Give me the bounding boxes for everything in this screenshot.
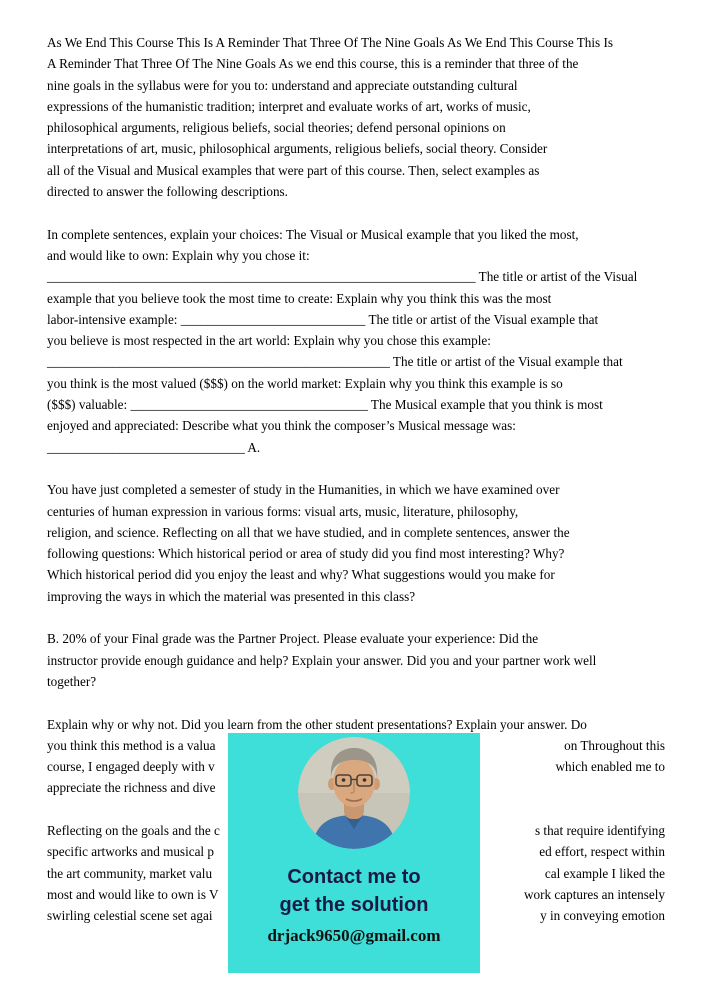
text-line: You have just completed a semester of study in the Humanities, in which we have examined over	[47, 482, 560, 498]
contact-cta	[280, 863, 429, 919]
tutor-photo-icon	[298, 737, 410, 849]
text-fragment-right: cal example I liked the	[544, 865, 665, 881]
text-line: A Reminder That Three Of The Nine Goals As we end this course, this is a reminder that three of the	[47, 56, 579, 72]
text-fragment-right: ed effort, respect within	[539, 844, 665, 860]
text-line: you think is the most valued ($$$) on the world market: Explain why you think this example is so	[47, 375, 563, 391]
contact-cta-line2: get the solution	[279, 894, 429, 916]
paragraph	[47, 32, 665, 202]
paragraph	[47, 224, 665, 458]
text-line: together?	[47, 673, 97, 689]
text-fragment-right: y in conveying emotion	[540, 908, 665, 924]
text-fragment-right: work captures an intensely	[524, 886, 665, 902]
paragraph	[47, 479, 665, 607]
text-line: example that you believe took the most time to create: Explain why you think this was the most	[47, 290, 552, 306]
text-line: improving the ways in which the material was presented in this class?	[47, 588, 416, 604]
text-line: and would like to own: Explain why you chose it:	[47, 247, 310, 263]
text-fragment-left: swirling celestial scene set agai	[47, 908, 213, 924]
text-fragment-left: the art community, market valu	[47, 865, 213, 881]
text-fragment-left: you think this method is a valua	[47, 737, 216, 753]
text-line: religion, and science. Reflecting on all that we have studied, and in complete sentences, answer the	[47, 524, 570, 540]
text-line: all of the Visual and Musical examples that were part of this course. Then, select examples as	[47, 162, 540, 178]
text-fragment-left: course, I engaged deeply with v	[47, 759, 215, 775]
text-fragment-left: specific artworks and musical p	[47, 844, 214, 860]
text-line: enjoyed and appreciated: Describe what you think the composer’s Musical message was:	[47, 418, 516, 434]
text-line: As We End This Course This Is A Reminder That Three Of The Nine Goals As We End This Course This Is	[47, 35, 613, 50]
text-line: directed to answer the following descriptions.	[47, 184, 288, 200]
text-line: B. 20% of your Final grade was the Partner Project. Please evaluate your experience: Did the	[47, 631, 539, 647]
paragraph	[47, 628, 665, 692]
text-fragment-right: on Throughout this	[564, 737, 665, 753]
text-line: ______________________________ A.	[47, 439, 261, 455]
text-fragment-left: most and would like to own is V	[47, 886, 219, 902]
text-line: expressions of the humanistic tradition; interpret and evaluate works of art, works of music,	[47, 98, 531, 114]
text-line: following questions: Which historical period or area of study did you find most interesting? Why?	[47, 546, 565, 562]
text-line: you believe is most respected in the art world: Explain why you chose this example:	[47, 333, 491, 349]
text-fragment-right: which enabled me to	[555, 759, 665, 775]
text-fragment-left: Reflecting on the goals and the c	[47, 822, 220, 838]
contact-cta-line1: Contact me to	[287, 866, 421, 888]
text-line: Which historical period did you enjoy the least and why? What suggestions would you make for	[47, 567, 555, 583]
text-line: labor-intensive example: ____________________________ The title or artist of the Visual example that	[47, 311, 599, 327]
text-line: instructor provide enough guidance and help? Explain your answer. Did you and your partner work well	[47, 652, 597, 668]
tutor-avatar	[298, 737, 410, 849]
text-line: philosophical arguments, religious beliefs, social theories; defend personal opinions on	[47, 120, 506, 136]
text-line: _________________________________________________________________ The title or artist of the Visual	[47, 269, 638, 285]
text-line: centuries of human expression in various forms: visual arts, music, literature, philosophy,	[47, 503, 519, 519]
text-line: In complete sentences, explain your choices: The Visual or Musical example that you liked the most,	[47, 226, 579, 242]
contact-email[interactable]: drjack9650@gmail.com	[267, 926, 441, 945]
text-line: ____________________________________________________ The title or artist of the Visual example that	[47, 354, 623, 370]
text-line: interpretations of art, music, philosophical arguments, religious beliefs, social theory. Consider	[47, 141, 548, 157]
text-line: ($$$) valuable: ____________________________________ The Musical example that you think is most	[47, 397, 603, 413]
text-fragment-left: appreciate the richness and dive	[47, 780, 216, 796]
text-line: nine goals in the syllabus were for you to: understand and appreciate outstanding cultural	[47, 77, 518, 93]
text-fragment-right: s that require identifying	[534, 822, 665, 838]
contact-overlay[interactable]	[228, 733, 480, 973]
text-line: Explain why or why not. Did you learn from the other student presentations? Explain your answer. Do	[47, 716, 587, 732]
